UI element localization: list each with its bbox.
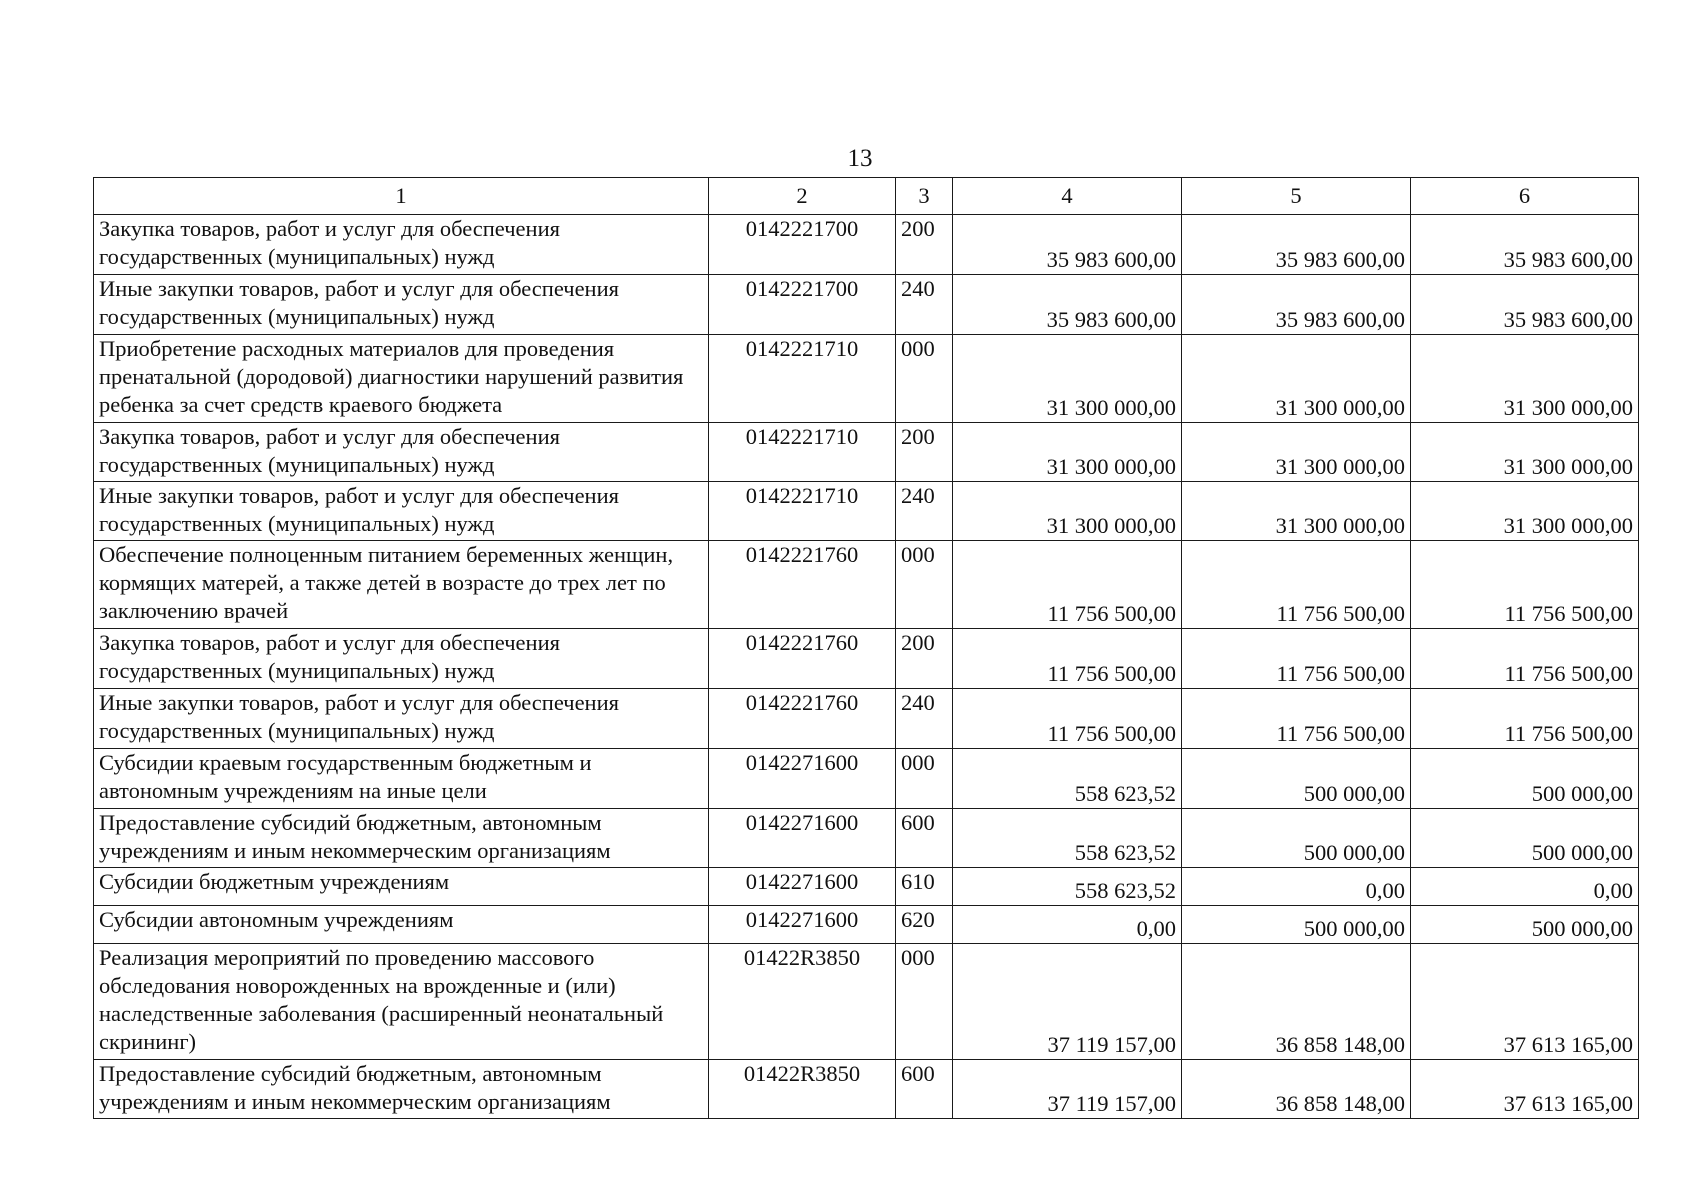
value-col5: 36 858 148,00	[1182, 1060, 1411, 1119]
item-code: 01422R3850	[709, 944, 896, 1060]
item-type: 610	[896, 868, 953, 906]
item-name: Субсидии краевым государственным бюджетным и автономным учреждениям на иные цели	[94, 749, 709, 809]
value-col5: 35 983 600,00	[1182, 275, 1411, 335]
value-col5: 500 000,00	[1182, 809, 1411, 868]
item-type: 240	[896, 482, 953, 541]
value-col5: 500 000,00	[1182, 906, 1411, 944]
budget-table	[93, 177, 1639, 1119]
table-row	[94, 749, 1639, 809]
item-code: 0142271600	[709, 868, 896, 906]
item-name: Иные закупки товаров, работ и услуг для обеспечения государственных (муниципальных) нужд	[94, 482, 709, 541]
header-row	[94, 178, 1639, 215]
item-type: 620	[896, 906, 953, 944]
value-col4: 558 623,52	[953, 809, 1182, 868]
table-row	[94, 906, 1639, 944]
table-row	[94, 944, 1639, 1060]
item-name: Закупка товаров, работ и услуг для обеспечения государственных (муниципальных) нужд	[94, 629, 709, 689]
item-name: Обеспечение полноценным питанием беременных женщин, кормящих матерей, а также детей в возрасте до трех лет по заключению врачей	[94, 541, 709, 629]
item-type: 200	[896, 629, 953, 689]
value-col6: 31 300 000,00	[1411, 335, 1639, 423]
table-row	[94, 482, 1639, 541]
item-type: 000	[896, 749, 953, 809]
value-col5: 11 756 500,00	[1182, 629, 1411, 689]
value-col4: 37 119 157,00	[953, 944, 1182, 1060]
table-row	[94, 629, 1639, 689]
item-name: Иные закупки товаров, работ и услуг для обеспечения государственных (муниципальных) нужд	[94, 275, 709, 335]
item-name: Закупка товаров, работ и услуг для обеспечения государственных (муниципальных) нужд	[94, 215, 709, 275]
item-type: 240	[896, 275, 953, 335]
column-header: 1	[94, 178, 709, 215]
value-col5: 11 756 500,00	[1182, 689, 1411, 749]
item-type: 000	[896, 541, 953, 629]
value-col6: 35 983 600,00	[1411, 275, 1639, 335]
page-number: 13	[847, 145, 873, 172]
item-code: 0142221760	[709, 629, 896, 689]
value-col4: 11 756 500,00	[953, 689, 1182, 749]
item-code: 0142221710	[709, 423, 896, 482]
value-col4: 37 119 157,00	[953, 1060, 1182, 1119]
value-col4: 11 756 500,00	[953, 541, 1182, 629]
value-col5: 31 300 000,00	[1182, 335, 1411, 423]
item-name: Предоставление субсидий бюджетным, автономным учреждениям и иным некоммерческим организациям	[94, 809, 709, 868]
column-header: 4	[953, 178, 1182, 215]
item-code: 0142271600	[709, 906, 896, 944]
table-row	[94, 335, 1639, 423]
item-name: Субсидии бюджетным учреждениям	[94, 868, 709, 906]
value-col4: 11 756 500,00	[953, 629, 1182, 689]
value-col6: 11 756 500,00	[1411, 689, 1639, 749]
column-header: 6	[1411, 178, 1639, 215]
value-col6: 11 756 500,00	[1411, 629, 1639, 689]
item-code: 0142221700	[709, 275, 896, 335]
item-type: 600	[896, 809, 953, 868]
value-col6: 500 000,00	[1411, 809, 1639, 868]
value-col4: 31 300 000,00	[953, 423, 1182, 482]
item-code: 0142221760	[709, 541, 896, 629]
value-col6: 31 300 000,00	[1411, 482, 1639, 541]
value-col4: 35 983 600,00	[953, 275, 1182, 335]
value-col5: 31 300 000,00	[1182, 423, 1411, 482]
value-col4: 31 300 000,00	[953, 482, 1182, 541]
item-type: 240	[896, 689, 953, 749]
column-header: 5	[1182, 178, 1411, 215]
value-col4: 31 300 000,00	[953, 335, 1182, 423]
item-type: 200	[896, 423, 953, 482]
item-type: 600	[896, 1060, 953, 1119]
item-type: 200	[896, 215, 953, 275]
table-row	[94, 809, 1639, 868]
item-name: Реализация мероприятий по проведению массового обследования новорожденных на врожденные и (или) наследственные заболевания (расширенный неонатальный скрининг)	[94, 944, 709, 1060]
table-row	[94, 423, 1639, 482]
value-col5: 11 756 500,00	[1182, 541, 1411, 629]
value-col5: 35 983 600,00	[1182, 215, 1411, 275]
item-code: 0142221710	[709, 335, 896, 423]
item-code: 01422R3850	[709, 1060, 896, 1119]
item-name: Предоставление субсидий бюджетным, автономным учреждениям и иным некоммерческим организациям	[94, 1060, 709, 1119]
value-col4: 35 983 600,00	[953, 215, 1182, 275]
table-row	[94, 689, 1639, 749]
value-col6: 37 613 165,00	[1411, 1060, 1639, 1119]
item-code: 0142221710	[709, 482, 896, 541]
value-col4: 558 623,52	[953, 868, 1182, 906]
value-col6: 37 613 165,00	[1411, 944, 1639, 1060]
value-col5: 500 000,00	[1182, 749, 1411, 809]
value-col6: 500 000,00	[1411, 749, 1639, 809]
value-col5: 31 300 000,00	[1182, 482, 1411, 541]
item-code: 0142221760	[709, 689, 896, 749]
table-row	[94, 1060, 1639, 1119]
value-col4: 0,00	[953, 906, 1182, 944]
item-type: 000	[896, 335, 953, 423]
table-row	[94, 541, 1639, 629]
item-name: Закупка товаров, работ и услуг для обеспечения государственных (муниципальных) нужд	[94, 423, 709, 482]
value-col6: 0,00	[1411, 868, 1639, 906]
item-type: 000	[896, 944, 953, 1060]
column-header: 2	[709, 178, 896, 215]
table-row	[94, 275, 1639, 335]
table-row	[94, 868, 1639, 906]
value-col6: 11 756 500,00	[1411, 541, 1639, 629]
item-code: 0142221700	[709, 215, 896, 275]
item-name: Иные закупки товаров, работ и услуг для обеспечения государственных (муниципальных) нужд	[94, 689, 709, 749]
table-row	[94, 215, 1639, 275]
column-header: 3	[896, 178, 953, 215]
item-name: Приобретение расходных материалов для проведения пренатальной (дородовой) диагностики нарушений развития ребенка за счет средств краевого бюджета	[94, 335, 709, 423]
value-col5: 0,00	[1182, 868, 1411, 906]
value-col4: 558 623,52	[953, 749, 1182, 809]
item-code: 0142271600	[709, 809, 896, 868]
item-code: 0142271600	[709, 749, 896, 809]
value-col6: 500 000,00	[1411, 906, 1639, 944]
item-name: Субсидии автономным учреждениям	[94, 906, 709, 944]
value-col6: 35 983 600,00	[1411, 215, 1639, 275]
value-col6: 31 300 000,00	[1411, 423, 1639, 482]
value-col5: 36 858 148,00	[1182, 944, 1411, 1060]
